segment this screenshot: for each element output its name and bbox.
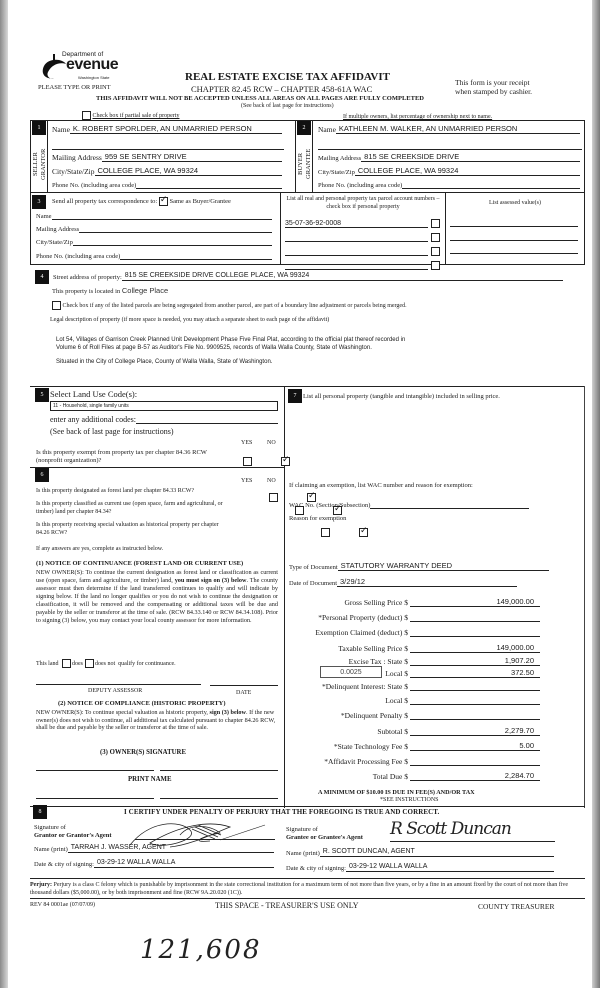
segregated-checkbox[interactable] [52,301,61,310]
exemption-label: If claiming an exemption, list WAC number and reason for exemption: [289,482,473,489]
partial-sale [82,111,179,120]
excise-state-field[interactable]: 1,907.20 [410,656,540,666]
receipt-line-1: This form is your receipt [455,78,530,87]
grantor-sig-label-2: Grantor or Grantor's Agent [34,832,112,839]
historical-yes-checkbox[interactable] [321,528,330,537]
notice1-text-b: . The county assessor must then determine if the land transferred continues to qualify and will indicate by signing below. If the land no longer qualifies or you do not wish to continue the designation or classification, it will be removed and the compensating or additional taxes will be due and payable by the seller or transferor at the time of sale. (RCW 84.33.140 or RCW 84.34.108). Prior to signing (3) below, you may contact your local county assessor for more information. [36,577,279,624]
grantor-date-label: Date & city of signing: [34,861,94,868]
corr-city-field[interactable] [73,236,272,246]
legal-line-2: Volume 6 of Roll Files at page B-57 as Auditor's File No. 9909525, records of Walla Walla County, State of Washington. [56,345,372,351]
treasurer-use: THIS SPACE - TREASURER'S USE ONLY [215,901,359,910]
grantee-sig-label-2: Grantee or Grantee's Agent [286,834,363,841]
grantee-sig-label [286,826,363,842]
buyer-phone-row [318,179,580,189]
located-field[interactable]: College Place [121,286,169,295]
assessed-header: List assessed value(s) [489,200,541,206]
corr-name-label: Name [36,213,52,220]
forest-yes-checkbox[interactable] [269,493,278,502]
print-name-label: PRINT NAME [128,776,172,783]
buyer-name-label: Name [318,125,336,134]
form-warning: THIS AFFIDAVIT WILL NOT BE ACCEPTED UNLESS ALL AREAS ON ALL PAGES ARE FULLY COMPLETED [96,95,424,102]
located-row [52,286,168,295]
grantor-name-field[interactable]: TARRAH J. WASSER, AGENT [68,843,274,853]
parcel-row [285,242,440,256]
personal-property-label: List all personal property (tangible and intangible) included in selling price. [303,393,500,400]
grantee-name-label: Name (print) [286,850,320,857]
seller-mailing-field[interactable]: 959 SE SENTRY DRIVE [102,152,282,162]
buyer-city-label: City/State/Zip [318,169,355,176]
seller-city-label: City/State/Zip [52,167,95,176]
corr-city-row [36,236,272,246]
does-not-checkbox[interactable] [85,659,94,668]
buyer-mailing-field[interactable]: 815 SE CREEKSIDE DRIVE [361,152,580,162]
reason-label: Reason for exemption [289,515,347,522]
delinquent-penalty-field[interactable] [410,710,540,720]
rev-number: REV 84 0001ae (07/07/09) [30,902,96,908]
historical-no-checkbox[interactable] [359,528,368,537]
buyer-phone-label: Phone No. (including area code) [318,182,403,189]
affidavit-fee-field[interactable] [410,756,540,766]
affidavit-fee-label: *Affidavit Processing Fee $ [324,757,408,766]
parcel-list [285,214,440,270]
segregated-row [52,301,407,310]
logo-name: evenue [66,56,119,73]
logo-dept: Department of [62,51,104,58]
seller-city-row [52,166,282,176]
personal-deduct-row [260,612,540,622]
doc-type-label: Type of Document [289,564,338,571]
grantee-sig-label-1: Signature of [286,826,318,833]
wac-row [289,499,529,509]
affidavit-fee-row [260,756,540,766]
taxable-label: Taxable Selling Price $ [338,644,408,653]
parcel-field[interactable] [285,232,428,242]
corr-phone-field[interactable] [120,250,272,260]
delinquent-penalty-row [260,710,540,720]
buyer-city-row [318,166,580,176]
notice-compliance-title: (2) NOTICE OF COMPLIANCE (HISTORIC PROPERTY) [58,700,226,707]
personal-field[interactable] [410,612,540,622]
exempt-yes-header: YES [241,440,253,446]
personal-property-checkbox[interactable] [431,247,440,256]
section-2-number: 2 [297,121,311,135]
grantee-name-field[interactable]: R. SCOTT DUNCAN, AGENT [320,847,554,857]
delinquent-local-label: Local $ [385,696,408,705]
grantee-date-row [286,862,554,872]
gross-label: Gross Selling Price $ [344,598,408,607]
land-use-see-back: (See back of last page for instructions) [50,427,174,436]
street-label: Street address of property: [53,274,122,281]
total-due-label: Total Due $ [372,772,408,781]
segregated-label: Check box if any of the listed parcels are being segregated from another parcel, are part of a boundary line adjustment or parcels being merged. [62,302,407,309]
located-label: This property is located in [52,288,121,295]
section-3-number: 3 [32,195,46,209]
perjury-bold: Perjury: [30,882,52,888]
buyer-mailing-label: Mailing Address [318,155,362,162]
doc-type-field[interactable]: STATUTORY WARRANTY DEED [338,561,549,571]
grantor-name-label: Name (print) [34,846,68,853]
notice1-bold: you must sign on (3) below [174,577,247,584]
seller-phone-label: Phone No. (including area code) [52,182,137,189]
corr-city-label: City/State/Zip [36,239,73,246]
subtotal-row [260,726,540,736]
multiple-owners-note: If multiple owners, list percentage of ownership next to name. [343,114,493,120]
notice2-text-b: . If the new owner(s) does not wish to continue, all additional tax calculated pursuant to chapter 84.26 RCW, shall be due and payable by the seller or transferor at the time of sale. [36,709,276,731]
section-8-number: 8 [33,805,47,819]
seller-side-label: SELLER GRANTOR [32,148,47,180]
notice-continuance-title: (1) NOTICE OF CONTINUANCE (FOREST LAND OR CURRENT USE) [36,560,244,567]
deputy-signature-line[interactable] [36,684,201,685]
exempt-no-checkbox[interactable] [281,457,290,466]
exempt-yes-checkbox[interactable] [243,457,252,466]
logo-state: Washington State [78,75,110,80]
dor-logo [40,48,120,88]
personal-label: *Personal Property (deduct) $ [318,613,408,622]
perjury-notice [30,881,575,897]
legal-line-3: Situated in the City of College Place, County of Walla Walla, State of Washington. [56,359,273,365]
parcel-row [285,256,440,270]
divider [445,193,446,265]
doc-type-row [289,561,549,571]
assessed-value-field[interactable] [450,264,578,265]
divider [30,878,585,879]
tech-fee-row [260,741,540,751]
gross-field[interactable]: 149,000.00 [410,597,540,607]
parcel-row [285,214,440,228]
excise-state-label: Excise Tax : State $ [348,657,408,666]
grantor-sig-label [34,824,112,840]
tech-fee-field[interactable]: 5.00 [410,741,540,751]
grantee-date-label: Date & city of signing: [286,865,346,872]
continuance-row [36,659,176,668]
personal-property-checkbox[interactable] [431,261,440,270]
seller-name-field[interactable]: K. ROBERT SPORLDER, AN UNMARRIED PERSON [70,124,282,134]
personal-property-checkbox[interactable] [431,219,440,228]
scan-edge-left [0,0,8,988]
delinquent-local-row [260,695,540,705]
buyer-city-field[interactable]: COLLEGE PLACE, WA 99324 [355,166,580,176]
section-6-number: 6 [35,468,49,482]
legal-label: Legal description of property (if more space is needed, you may attach a separate sheet to each page of the affidavit) [50,317,330,323]
street-field[interactable]: 815 SE CREEKSIDE DRIVE COLLEGE PLACE, WA 99324 [122,271,563,281]
grantee-signature-line[interactable] [390,841,555,842]
print-name-line[interactable] [36,798,154,799]
owner-signature-label: (3) OWNER(S) SIGNATURE [100,749,186,756]
section-1-number: 1 [32,121,46,135]
seller-phone-row [52,179,282,189]
partial-sale-checkbox[interactable] [82,111,91,120]
notice2-text-a: NEW OWNER(S): To continue special valuation as historic property, [36,709,208,716]
qualify-label: qualify for continuance. [118,660,176,667]
grantor-name-row [34,843,274,853]
buyer-phone-field[interactable] [402,179,580,189]
grantee-name-row [286,847,554,857]
doc-date-field[interactable]: 3/29/12 [337,577,517,587]
form-chapter: CHAPTER 82.45 RCW – CHAPTER 458-61A WAC [191,84,373,94]
designation-no-header: NO [267,478,276,484]
does-checkbox[interactable] [62,659,71,668]
receipt-note [455,78,532,96]
section-5-number: 5 [35,388,49,402]
notice2-bold: sign (3) below [209,709,246,716]
see-back: (See back of last page for instructions) [241,103,334,109]
local-row [260,668,540,678]
corr-mailing-field[interactable] [79,223,272,233]
correspondence-label-row [52,197,231,206]
seller-name-row [52,124,282,134]
exemption-claimed-label: Exemption Claimed (deduct) $ [315,628,408,637]
assessed-value-field[interactable] [450,226,578,227]
grantor-sig-label-1: Signature of [34,824,66,831]
doc-date-row [289,577,549,587]
delinquent-interest-row [260,681,540,691]
does-not-label: does not [95,660,116,667]
perjury-text: Perjury is a class C felony which is punishable by imprisonment in the state correctional institution for a maximum term of not more than five years, or by a fine in an amount fixed by the court of not more than five thousand dollars ($5,000.00), or by both imprisonment and fine (RCW 9A.20.020 (1C)). [30,882,569,896]
delinquent-interest-label: *Delinquent Interest: State $ [321,682,408,691]
doc-date-label: Date of Document [289,580,338,587]
taxable-row [260,643,540,653]
form-title: REAL ESTATE EXCISE TAX AFFIDAVIT [185,71,390,83]
buyer-name-field[interactable]: KATHLEEN M. WALKER, AN UNMARRIED PERSON [336,124,580,134]
grantee-signature[interactable]: R Scott Duncan [390,819,511,839]
certify-statement: I CERTIFY UNDER PENALTY OF PERJURY THAT THE FOREGOING IS TRUE AND CORRECT. [124,808,440,816]
exempt-no-header: NO [267,440,276,446]
exempt-question: Is this property exempt from property tax per chapter 84.36 RCW (nonprofit organization)? [36,449,207,464]
corr-phone-label: Phone No. (including area code) [36,253,121,260]
seller-mailing-label: Mailing Address [52,153,102,162]
personal-property-checkbox[interactable] [431,233,440,242]
divider [30,806,585,807]
delinquent-local-field[interactable] [410,695,540,705]
seller-name-label: Name [52,125,70,134]
minimum-note: A MINIMUM OF $10.00 IS DUE IN FEE(S) AND/OR TAX [318,789,475,796]
local-label: Local $ [385,669,408,678]
parcel-field[interactable] [285,246,428,256]
corr-name-row [36,210,272,220]
owner-signature-line[interactable] [36,770,154,771]
section-7-number: 7 [288,389,302,403]
buyer-mailing-row [318,152,580,162]
buyer-side-label: BUYER GRANTEE [297,148,312,180]
section-4-number: 4 [35,270,49,284]
additional-codes-field[interactable] [136,414,278,424]
wac-field[interactable] [370,499,529,509]
print-name-line-2[interactable] [160,798,278,799]
corr-name-field[interactable] [52,210,272,220]
correspondence-label: Send all property tax correspondence to: [52,197,158,205]
subtotal-field[interactable]: 2,279.70 [410,726,540,736]
total-due-field[interactable]: 2,284.70 [410,771,540,781]
local-field[interactable]: 372.50 [410,668,540,678]
subtotal-label: Subtotal $ [377,727,408,736]
additional-codes-row [50,414,278,424]
seller-city-field[interactable]: COLLEGE PLACE, WA 99324 [95,166,283,176]
notice-compliance-body [36,709,278,732]
tech-fee-label: *State Technology Fee $ [333,742,408,751]
county-treasurer: COUNTY TREASURER [478,902,555,911]
buyer-name-row [318,124,580,134]
wac-label: WAC No. (Section/Subsection) [289,502,371,509]
additional-codes-label: enter any additional codes: [50,415,136,424]
grantee-date-field[interactable]: 03-29-12 WALLA WALLA [346,862,554,872]
divider [280,193,281,265]
does-label: does [72,660,83,667]
delinquent-interest-field[interactable] [410,681,540,691]
gross-price-row [260,597,540,607]
legal-description[interactable] [56,336,556,366]
parcel-row [285,228,440,242]
seller-mailing-row [52,152,282,162]
scan-edge-right [592,0,600,988]
delinquent-penalty-label: *Delinquent Penalty $ [340,711,408,720]
receipt-line-2: when stamped by cashier. [455,87,533,96]
assessed-value-field[interactable] [450,253,578,254]
local-rate-field[interactable]: 0.0025 [320,666,382,678]
excise-state-row [260,656,540,666]
parcel-field[interactable]: 35-07-36-92-0008 [285,220,428,228]
corr-mailing-label: Mailing Address [36,226,80,233]
grantor-date-row [34,858,274,868]
exemption-claimed-field[interactable] [410,627,540,637]
divider [30,898,585,899]
divider [30,467,284,468]
land-use-select[interactable]: 11 - Household, single family units [50,401,278,411]
parcel-field[interactable] [285,260,428,270]
taxable-field[interactable]: 149,000.00 [410,643,540,653]
handwritten-number: 121,608 [140,935,262,965]
partial-sale-label: Check box if partial sale of property [92,112,180,119]
forest-question: Is this property designated as forest land per chapter 84.33 RCW? [36,488,195,494]
please-type: PLEASE TYPE OR PRINT [38,84,111,91]
grantor-signature-line[interactable] [135,839,275,840]
seller-name-line2[interactable] [52,149,284,150]
seller-phone-field[interactable] [136,179,282,189]
buyer-name-line2[interactable] [318,149,582,150]
see-instructions: *SEE INSTRUCTIONS [380,797,439,803]
same-as-buyer-label: Same as Buyer/Grantee [169,197,231,205]
same-as-buyer-checkbox[interactable] [159,197,168,206]
designation-yes-header: YES [241,478,253,484]
corr-phone-row [36,250,272,260]
deputy-date-label: DATE [236,690,252,696]
land-use-label: Select Land Use Code(s): [50,389,138,399]
corr-mailing-row [36,223,272,233]
total-due-row [260,771,540,781]
this-land-label: This land [36,660,59,667]
legal-line-1: Lot 54, Villages of Garrison Creek Planned Unit Development Phase Five Final Plat, according to the official plat thereof recorded in [56,337,406,343]
historical-question: Is this property receiving special valuation as historical property per chapter 84.26 RCW? [36,522,219,536]
street-row [53,271,563,281]
current-use-question: Is this property classified as current use (open space, farm and agricultural, or timber) land per chapter 84.34? [36,501,223,515]
parcel-header: List all real and personal property tax parcel account numbers – check box if personal property [286,196,440,210]
right-border [584,386,585,808]
notice1-text-a: NEW OWNER(S): To continue the current designation as forest land or classification as current use (open space, farm and agriculture, or timber) land, [36,569,278,584]
deputy-label: DEPUTY ASSESSOR [88,688,143,694]
assessed-value-field[interactable] [450,240,578,241]
notice-continuance-body [36,569,278,625]
if-yes-note: If any answers are yes, complete as instructed below. [36,546,164,552]
exemption-deduct-row [260,627,540,637]
grantor-date-field[interactable]: 03-29-12 WALLA WALLA [94,858,274,868]
